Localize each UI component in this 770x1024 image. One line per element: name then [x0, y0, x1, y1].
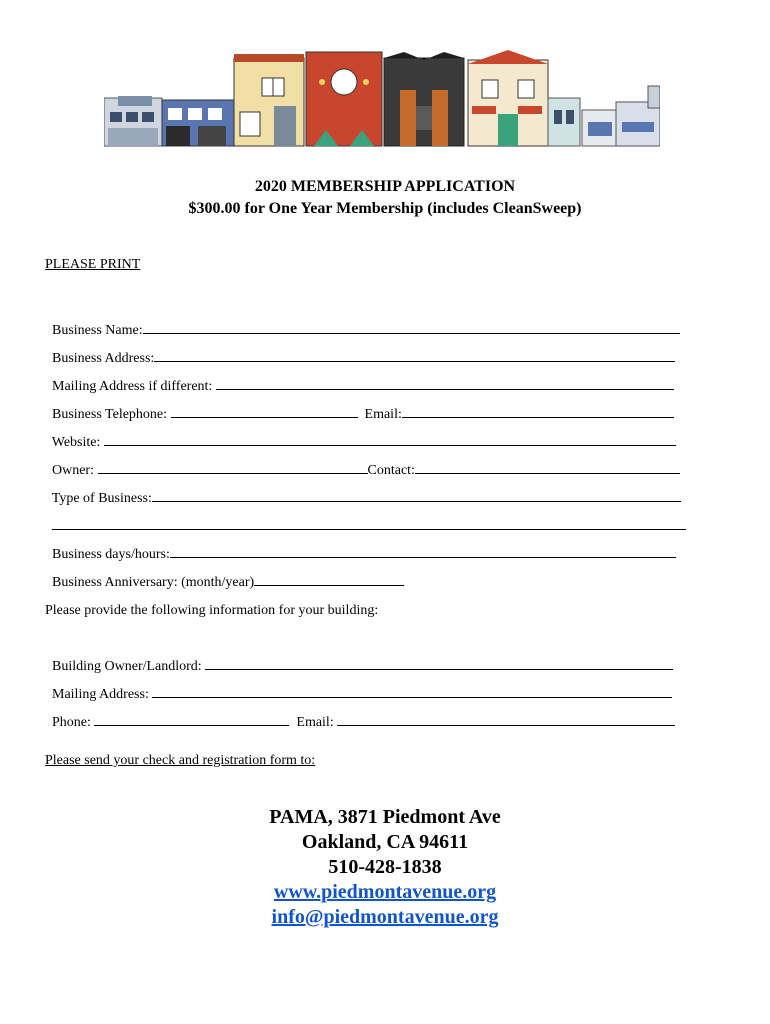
address-line2: Oakland, CA 94611: [301, 831, 469, 853]
building-phone-label: Phone:: [52, 715, 91, 730]
phone-number: 510-428-1838: [328, 856, 442, 878]
building-intro: Please provide the following information for your building:: [45, 603, 379, 618]
form-subtitle: $300.00 for One Year Membership (includes CleanSweep): [188, 200, 582, 217]
website-link-row: [0, 881, 770, 904]
email-label: Email:: [364, 407, 402, 422]
mailing-address-label: Mailing Address if different:: [52, 379, 213, 394]
address-line1: PAMA, 3871 Piedmont Ave: [269, 806, 501, 828]
building-phone-field[interactable]: [94, 712, 289, 726]
storefronts-banner-image: [104, 50, 660, 150]
website-link[interactable]: www.piedmontavenue.org: [273, 881, 497, 903]
building-mailing-label: Mailing Address:: [52, 687, 149, 702]
business-telephone-label: Business Telephone:: [52, 407, 168, 422]
anniversary-row: [45, 556, 404, 591]
anniversary-label: Business Anniversary: (month/year): [52, 575, 255, 590]
type-of-business-label: Type of Business:: [51, 491, 152, 506]
form-title: 2020 MEMBERSHIP APPLICATION: [254, 178, 516, 195]
send-note: Please send your check and registration form to:: [45, 753, 316, 768]
building-email-label: Email:: [296, 715, 334, 730]
anniversary-field[interactable]: [254, 572, 404, 586]
email-link-row: [0, 906, 770, 929]
contact-label: Contact:: [367, 463, 415, 478]
website-label: Website:: [51, 435, 101, 450]
days-hours-label: Business days/hours:: [52, 547, 170, 562]
owner-label: Owner:: [52, 463, 94, 478]
business-address-label: Business Address:: [52, 351, 155, 366]
please-print-note: PLEASE PRINT: [45, 257, 141, 272]
business-name-label: Business Name:: [52, 323, 143, 338]
building-email-field[interactable]: [337, 712, 675, 726]
building-phone-email-row: [45, 696, 675, 731]
email-link[interactable]: info@piedmontavenue.org: [271, 906, 499, 928]
building-owner-label: Building Owner/Landlord:: [52, 659, 202, 674]
